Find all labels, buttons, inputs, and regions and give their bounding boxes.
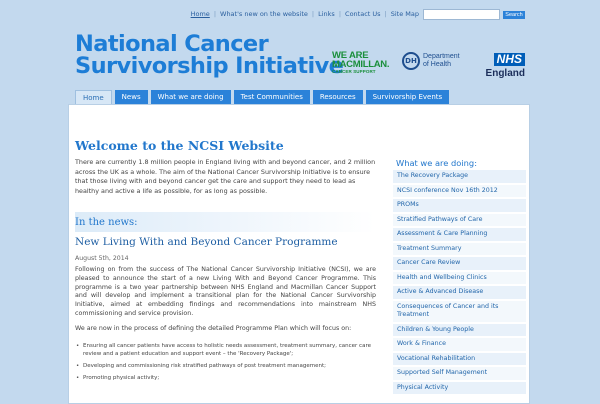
list-item: • Developing and commissioning risk stratified pathways of post treatment management;	[75, 362, 376, 370]
divider: |	[311, 10, 315, 18]
nav-tab-resources[interactable]: Resources	[313, 90, 363, 105]
macmillan-logo-line1: WE ARE	[332, 50, 369, 61]
sidebar-item-recovery-package[interactable]: The Recovery Package	[393, 170, 526, 185]
article-body: Following on from the success of The National Cancer Survivorship Initiative (NCSI), we are pleased to announce the start of a new Living With and Beyond Cancer Programme. This programme is a two year partnership between NHS England and Macmillan Cancer Support and will develop and implement a transitional plan for the National Cancer Survivorship Initiative, aimed at embedding findings and recommendations into mainstream NHS commissioning and service provision.	[75, 266, 376, 317]
sidebar-item-cancer-care-review[interactable]: Cancer Care Review	[393, 257, 526, 272]
nav-tab-news[interactable]: News	[115, 90, 148, 105]
dh-logo[interactable]	[402, 52, 460, 70]
search-input[interactable]	[423, 9, 500, 20]
site-title-line2: Survivorship Initiative	[75, 53, 344, 79]
nhs-logo-england: England	[485, 68, 525, 79]
top-link-contact[interactable]: Contact Us	[345, 10, 381, 18]
sidebar-item-treatment-summary[interactable]: Treatment Summary	[393, 243, 526, 258]
divider: |	[213, 10, 217, 18]
news-article	[75, 236, 376, 386]
macmillan-logo-line3: CANCER SUPPORT	[332, 69, 376, 74]
article-date: August 5th, 2014	[75, 255, 129, 262]
top-links	[187, 10, 423, 18]
news-heading: In the news:	[75, 217, 138, 228]
search-button[interactable]: Search	[503, 11, 525, 19]
divider: |	[384, 10, 387, 18]
nhs-logo-mark: NHS	[494, 53, 525, 66]
sidebar-item-vocational-rehabilitation[interactable]: Vocational Rehabilitation	[393, 353, 526, 368]
site-title-line1: National Cancer	[75, 31, 269, 57]
sidebar-item-supported-self-management[interactable]: Supported Self Management	[393, 367, 526, 382]
sidebar-item-stratified-pathways[interactable]: Stratified Pathways of Care	[393, 214, 526, 229]
dh-logo-mark: DH	[402, 52, 420, 70]
sidebar-item-active-advanced-disease[interactable]: Active & Advanced Disease	[393, 286, 526, 301]
divider: |	[338, 10, 342, 18]
sidebar-item-proms[interactable]: PROMs	[393, 199, 526, 214]
list-item: • Promoting physical activity;	[75, 374, 376, 382]
macmillan-logo-line2: MACMILLAN.	[332, 59, 390, 70]
welcome-text: There are currently 1.8 million people in England living with and beyond cancer, and 2 million across the UK as a whole. The aim of the National Cancer Survivorship Initiative is to ensure that those living with and beyond cancer get the care and support they need to lead as healthy and active a life as possible, for as long as possible.	[75, 158, 376, 195]
article-body-2: We are now in the process of defining the detailed Programme Plan which will focus on:	[75, 324, 352, 332]
dh-logo-line2: of Health	[423, 61, 452, 68]
sidebar-item-physical-activity[interactable]: Physical Activity	[393, 382, 526, 397]
sidebar-item-children-young-people[interactable]: Children & Young People	[393, 324, 526, 339]
nav-tab-survivorship-events[interactable]: Survivorship Events	[366, 90, 450, 105]
dh-logo-text	[423, 53, 460, 69]
top-link-links[interactable]: Links	[318, 10, 335, 18]
article-title[interactable]: New Living With and Beyond Cancer Programme	[75, 236, 338, 248]
welcome-section	[75, 138, 378, 196]
top-bar	[0, 0, 600, 30]
sidebar-item-work-finance[interactable]: Work & Finance	[393, 338, 526, 353]
sidebar-item-assessment-care-planning[interactable]: Assessment & Care Planning	[393, 228, 526, 243]
top-link-whats-new[interactable]: What's new on the website	[220, 10, 308, 18]
sidebar-item-health-wellbeing-clinics[interactable]: Health and Wellbeing Clinics	[393, 272, 526, 287]
nav-tab-test-communities[interactable]: Test Communities	[234, 90, 310, 105]
main-nav	[75, 90, 452, 105]
sidebar-item-consequences-of-cancer[interactable]: Consequences of Cancer and its Treatment	[393, 301, 526, 324]
sidebar-heading: What we are doing:	[396, 158, 477, 168]
list-item: • Ensuring all cancer patients have access to holistic needs assessment, treatment summary, cancer care review and a patient education and support event – the 'Recovery Package';	[75, 342, 376, 358]
sidebar	[393, 158, 526, 396]
top-link-home[interactable]: Home	[190, 10, 210, 18]
article-bullets	[75, 342, 376, 382]
nav-tab-home[interactable]: Home	[75, 90, 112, 105]
top-link-sitemap[interactable]: Site Map	[390, 10, 419, 18]
nhs-england-logo[interactable]	[480, 48, 525, 80]
nav-tab-what-we-are-doing[interactable]: What we are doing	[151, 90, 231, 105]
site-title[interactable]	[75, 33, 343, 77]
macmillan-logo[interactable]	[332, 51, 389, 75]
sidebar-item-ncsi-conference[interactable]: NCSI conference Nov 16th 2012	[393, 185, 526, 200]
page-title: Welcome to the NCSI Website	[75, 138, 284, 153]
dh-logo-line1: Department	[423, 53, 460, 60]
